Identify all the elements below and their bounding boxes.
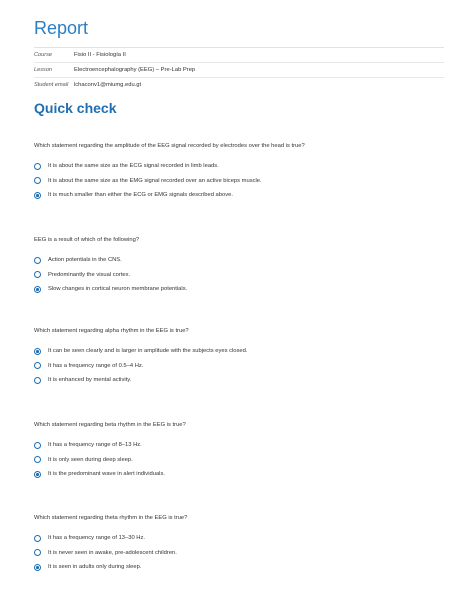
answer-option[interactable]	[34, 467, 444, 482]
meta-row-student-email	[34, 77, 444, 92]
section-title: Quick check	[34, 100, 117, 116]
answer-option[interactable]	[34, 268, 444, 283]
option-label: It has a frequency range of 13–30 Hz.	[48, 535, 145, 542]
option-label: It is never seen in awake, pre-adolescent children.	[48, 549, 177, 556]
answer-option[interactable]	[34, 531, 444, 546]
radio-unselected-icon[interactable]	[34, 377, 41, 384]
meta-label: Student email	[34, 82, 69, 88]
meta-label: Course	[34, 52, 53, 58]
question-text: Which statement regarding beta rhythm in the EEG is true?	[34, 422, 186, 428]
question-text: Which statement regarding alpha rhythm in the EEG is true?	[34, 328, 189, 334]
radio-unselected-icon[interactable]	[34, 271, 41, 278]
answer-option[interactable]	[34, 373, 444, 388]
answer-option[interactable]	[34, 253, 444, 268]
question-5	[34, 514, 444, 575]
option-label: It is the predominant wave in alert individuals.	[48, 471, 165, 478]
option-label: It is enhanced by mental activity.	[48, 377, 132, 384]
report-title: Report	[34, 18, 89, 38]
option-label: It has a frequency range of 0.5–4 Hz.	[48, 362, 144, 369]
option-label: Predominantly the visual cortex.	[48, 271, 131, 278]
option-label: It has a frequency range of 8–13 Hz.	[48, 442, 142, 449]
radio-selected-icon[interactable]	[34, 348, 41, 355]
question-text: EEG is a result of which of the following?	[34, 237, 140, 243]
answer-option[interactable]	[34, 188, 444, 203]
option-label: It is much smaller than either the ECG or EMG signals described above.	[48, 192, 233, 199]
question-3	[34, 327, 444, 388]
option-label: It is seen in adults only during sleep.	[48, 564, 142, 571]
meta-value: Fisio II - Fisiología II	[74, 52, 126, 58]
option-label: Action potentials in the CNS.	[48, 257, 122, 264]
radio-selected-icon[interactable]	[34, 286, 41, 293]
option-label: It is only seen during deep sleep.	[48, 456, 133, 463]
question-4	[34, 421, 444, 482]
answer-option[interactable]	[34, 546, 444, 561]
radio-unselected-icon[interactable]	[34, 163, 41, 170]
question-text: Which statement regarding the amplitude of the EEG signal recorded by electrodes over the head is true?	[34, 143, 305, 149]
answer-option[interactable]	[34, 453, 444, 468]
radio-unselected-icon[interactable]	[34, 456, 41, 463]
meta-label: Lesson	[34, 67, 53, 73]
answer-option[interactable]	[34, 560, 444, 575]
answer-option[interactable]	[34, 174, 444, 189]
option-label: It can be seen clearly and is larger in amplitude with the subjects eyes closed.	[48, 348, 248, 355]
radio-selected-icon[interactable]	[34, 192, 41, 199]
radio-unselected-icon[interactable]	[34, 362, 41, 369]
meta-row-course	[34, 47, 444, 62]
radio-selected-icon[interactable]	[34, 564, 41, 571]
radio-selected-icon[interactable]	[34, 471, 41, 478]
option-label: Slow changes in cortical neuron membrane potentials.	[48, 286, 188, 293]
answer-option[interactable]	[34, 159, 444, 174]
radio-unselected-icon[interactable]	[34, 535, 41, 542]
meta-value: lchaconv1@miumg.edu.gt	[74, 82, 142, 88]
radio-unselected-icon[interactable]	[34, 549, 41, 556]
meta-row-lesson	[34, 62, 444, 77]
answer-option[interactable]	[34, 359, 444, 374]
report-meta	[34, 47, 444, 92]
option-label: It is about the same size as the EMG signal recorded over an active biceps muscle.	[48, 177, 262, 184]
meta-value: Electroencephalography (EEG) – Pre-Lab Prep	[74, 67, 196, 73]
question-text: Which statement regarding theta rhythm in the EEG is true?	[34, 515, 188, 521]
radio-unselected-icon[interactable]	[34, 442, 41, 449]
radio-unselected-icon[interactable]	[34, 177, 41, 184]
option-label: It is about the same size as the ECG signal recorded in limb leads.	[48, 163, 219, 170]
question-2	[34, 236, 444, 297]
answer-option[interactable]	[34, 438, 444, 453]
question-1	[34, 142, 444, 203]
radio-unselected-icon[interactable]	[34, 257, 41, 264]
answer-option[interactable]	[34, 282, 444, 297]
answer-option[interactable]	[34, 344, 444, 359]
